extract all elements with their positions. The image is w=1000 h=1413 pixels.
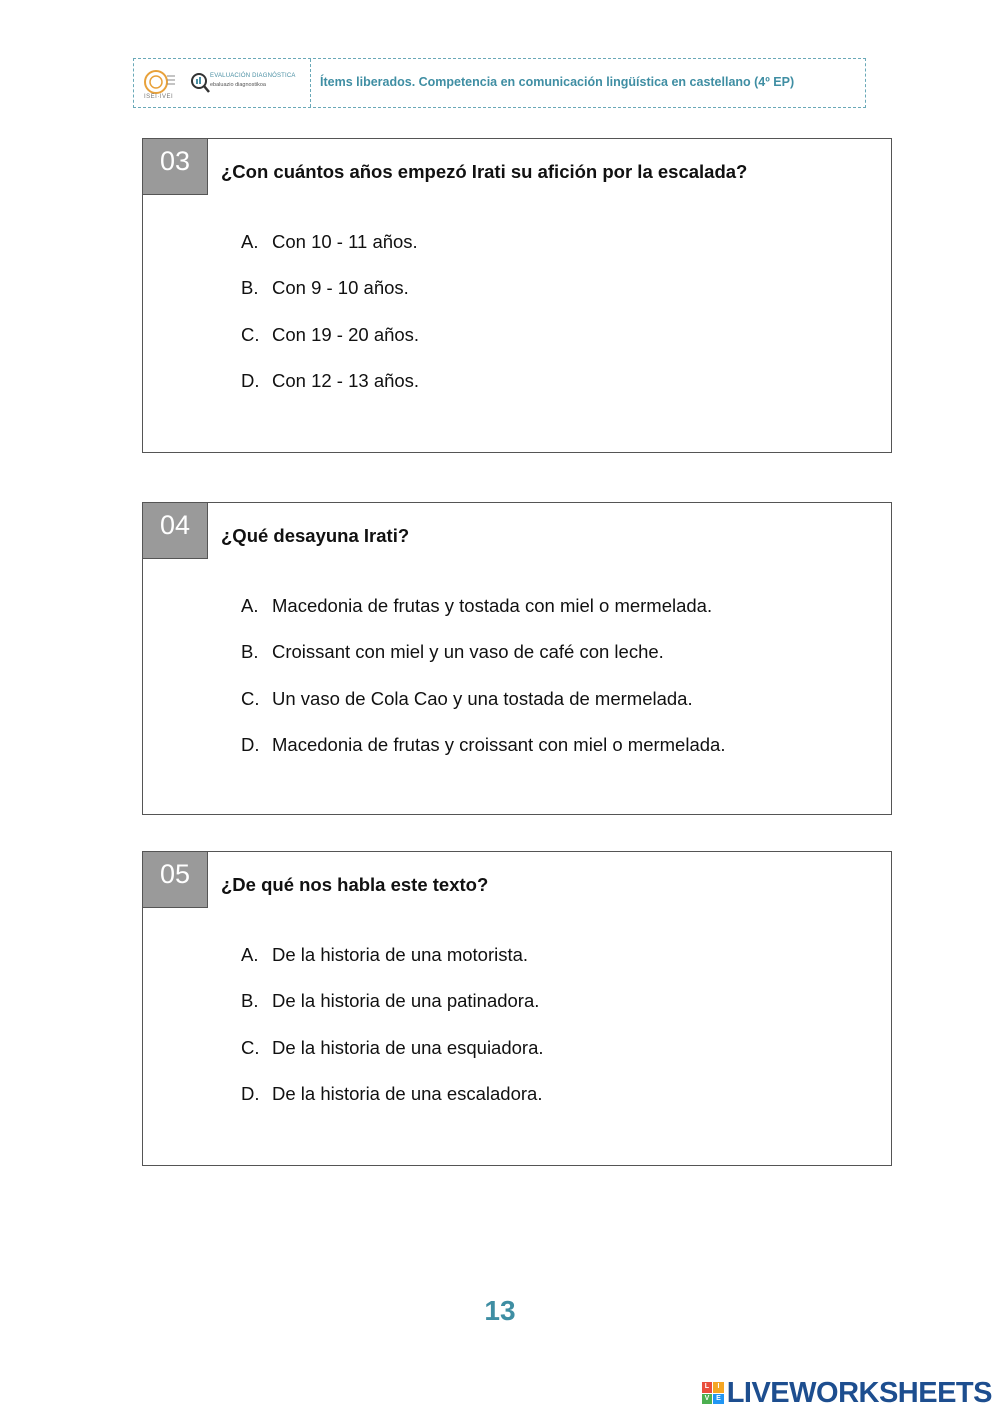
option-text: Con 10 - 11 años. <box>272 231 418 252</box>
option-letter: A. <box>241 944 259 965</box>
option-d[interactable] <box>241 734 725 780</box>
question-number: 03 <box>142 138 208 195</box>
question-03 <box>142 138 892 453</box>
option-letter: D. <box>241 369 260 391</box>
option-d[interactable] <box>241 1083 544 1129</box>
option-text: De la historia de una motorista. <box>272 944 529 965</box>
option-letter: A. <box>241 231 259 252</box>
question-04 <box>142 502 892 815</box>
option-a[interactable] <box>241 595 725 641</box>
liveworksheets-brand[interactable] <box>702 1375 992 1411</box>
question-text: ¿Con cuántos años empezó Irati su afición por la escalada? <box>221 161 748 182</box>
logo-eval-line2: ebaluazio diagnostikoa <box>210 82 266 88</box>
icon-letter-i: I <box>713 1382 724 1393</box>
answer-options <box>241 231 419 416</box>
option-b[interactable] <box>241 641 725 687</box>
option-a[interactable] <box>241 944 544 990</box>
option-c[interactable] <box>241 688 725 734</box>
liveworksheets-logo-text: LIVEWORKSHEETS <box>726 1376 992 1409</box>
answer-options <box>241 944 544 1129</box>
liveworksheets-icon <box>702 1382 724 1404</box>
isei-logo-text: ISEI·IVEI <box>144 94 174 100</box>
logo-eval-line1: EVALUACIÓN DIAGNÓSTICA <box>210 73 296 79</box>
document-header <box>133 58 866 108</box>
option-c[interactable] <box>241 1037 544 1083</box>
header-logos <box>134 59 311 107</box>
option-text: Con 12 - 13 años. <box>272 369 420 391</box>
question-text: ¿De qué nos habla este texto? <box>221 874 489 895</box>
answer-options <box>241 595 725 780</box>
option-letter: C. <box>241 1036 260 1058</box>
option-text: Con 19 - 20 años. <box>272 323 420 345</box>
option-letter: D. <box>241 1082 260 1104</box>
option-b[interactable] <box>241 990 544 1036</box>
evaluacion-diagnostica-logo <box>190 71 300 97</box>
option-text: Macedonia de frutas y croissant con miel o mermelada. <box>272 733 726 755</box>
question-05 <box>142 851 892 1166</box>
option-a[interactable] <box>241 231 419 277</box>
option-letter: C. <box>241 323 260 345</box>
option-text: De la historia de una patinadora. <box>272 990 540 1012</box>
option-text: Macedonia de frutas y tostada con miel o mermelada. <box>272 595 713 616</box>
option-c[interactable] <box>241 324 419 370</box>
option-text: De la historia de una escaladora. <box>272 1082 543 1104</box>
option-text: De la historia de una esquiadora. <box>272 1036 544 1058</box>
option-letter: D. <box>241 733 260 755</box>
page-number: 13 <box>484 1295 516 1326</box>
option-letter: C. <box>241 687 260 709</box>
option-letter: B. <box>241 990 259 1012</box>
icon-letter-e: E <box>713 1394 724 1405</box>
question-number: 04 <box>142 502 208 559</box>
option-letter: B. <box>241 277 259 299</box>
question-text: ¿Qué desayuna Irati? <box>221 525 410 546</box>
icon-letter-l: L <box>702 1382 713 1393</box>
option-text: Con 9 - 10 años. <box>272 277 409 299</box>
option-b[interactable] <box>241 277 419 323</box>
option-d[interactable] <box>241 370 419 416</box>
magnifier-icon <box>190 71 210 97</box>
question-number: 05 <box>142 851 208 908</box>
option-text: Croissant con miel y un vaso de café con leche. <box>272 641 664 663</box>
header-title: Ítems liberados. Competencia en comunicación lingüística en castellano (4º EP) <box>320 75 795 89</box>
option-text: Un vaso de Cola Cao y una tostada de mermelada. <box>272 687 693 709</box>
icon-letter-v: V <box>702 1394 713 1405</box>
option-letter: A. <box>241 595 259 616</box>
option-letter: B. <box>241 641 259 663</box>
